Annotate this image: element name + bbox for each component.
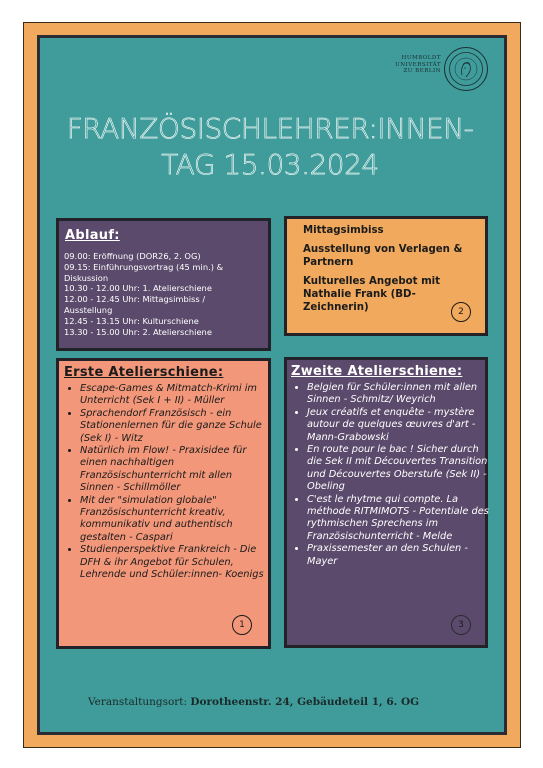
schedule-list — [64, 251, 264, 337]
logo-line: ZU BERLIN — [403, 68, 441, 74]
number-badge-1: 1 — [232, 615, 252, 635]
seal-portrait-icon — [448, 51, 484, 87]
list-item: • Studienperspektive Frankreich - Die DFH & ihr Angebot für Schulen, Lehrende und Schüler:innen- Koenigs — [80, 544, 268, 581]
schedule-item: Ausstellung — [64, 304, 113, 315]
page-title-line-2: TAG 15.03.2024 — [161, 148, 379, 181]
schedule-item: 09.15: Einführungsvortrag (45 min.) & — [64, 261, 224, 272]
list-item: • Natürlich im Flow! - Praxisidee für einen nachhaltigen Französischunterricht mit allen Sinnen - Schillmöller — [80, 445, 268, 495]
list-item: • Belgien für Schüler:innen mit allen Sinnen - Schmitz/ Weyrich — [307, 382, 493, 407]
list-item: • Jeux créatifs et enquête - mystère autour de quelques œuvres d'art - Mann-Grabowski — [307, 407, 493, 444]
schedule-item: 12.00 - 12.45 Uhr: Mittagsimbiss / — [64, 294, 206, 305]
list-item: • Mit der "simulation globale" Französischunterricht kreativ, kommunikativ und authentisch gestalten - Caspari — [80, 495, 268, 545]
university-logo-text — [381, 55, 441, 75]
number-badge-3: 3 — [451, 615, 471, 635]
lunch-box — [284, 216, 488, 336]
second-workshop-heading: Zweite Atelierschiene: — [291, 364, 463, 379]
list-item: • Sprachendorf Französisch - ein Stationenlernen für die ganze Schule (Sek I) - Witz — [80, 408, 268, 445]
schedule-box — [56, 218, 271, 351]
lunch-item: Kulturelles Angebot mit Nathalie Frank (BD-Zeichnerin) — [303, 276, 441, 313]
schedule-item: 12.45 - 13.15 Uhr: Kulturschiene — [64, 315, 199, 326]
logo-line: HUMBOLDT — [401, 55, 441, 61]
list-item: • C'est le rhytme qui compte. La méthode RITMIMOTS - Potentiale des rythmischen Sprechens im Französischunterricht - Melde — [307, 494, 493, 544]
lunch-item: Ausstellung von Verlagen & Partnern — [303, 244, 463, 268]
venue-label: Veranstaltungsort: — [88, 696, 188, 708]
first-workshop-heading: Erste Atelierschiene: — [64, 365, 224, 380]
second-workshop-box — [284, 357, 488, 648]
lunch-item: Mittagsimbiss — [303, 225, 384, 236]
logo-line: UNIVERSITÄT — [395, 61, 441, 68]
venue-address: Dorotheenstr. 24, Gebäudeteil 1, 6. OG — [190, 696, 420, 708]
number-badge-2: 2 — [451, 302, 471, 322]
page-title-line-1: FRANZÖSISCHLEHRER:INNEN- — [66, 112, 474, 145]
first-workshop-box — [56, 358, 271, 649]
list-item: • Escape-Games & Mitmatch-Krimi im Unterricht (Sek I + II) - Müller — [80, 383, 268, 408]
schedule-item: 13.30 - 15.00 Uhr: 2. Atelierschiene — [64, 326, 212, 337]
venue-line — [88, 696, 488, 708]
first-workshop-list — [66, 383, 268, 582]
list-item: • Praxissemester an den Schulen - Mayer — [307, 543, 493, 568]
list-item: • En route pour le bac ! Sicher durch die Sek II mit Découvertes Transition und Découvertes Oberstufe (Sek II) - Obeling — [307, 444, 493, 494]
university-seal-icon — [444, 47, 488, 91]
schedule-item: Diskussion — [64, 272, 109, 283]
schedule-item: 09.00: Eröffnung (DOR26, 2. OG) — [64, 251, 201, 261]
second-workshop-list — [293, 382, 493, 568]
schedule-heading: Ablauf: — [65, 228, 120, 243]
schedule-item: 10.30 - 12.00 Uhr: 1. Atelierschiene — [64, 283, 212, 294]
